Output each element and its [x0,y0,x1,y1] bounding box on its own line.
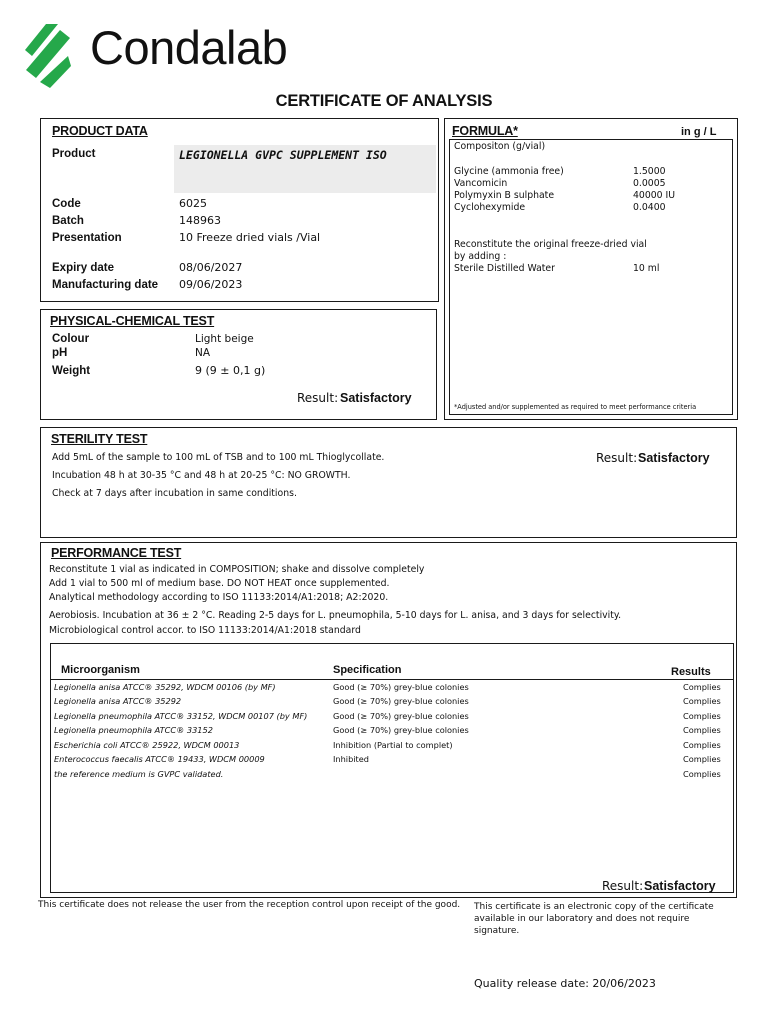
physchem-section [40,309,437,420]
row-result: Complies [683,696,721,706]
ph-value: NA [195,347,211,359]
sterility-section [40,427,737,538]
weight-value: 9 (9 ± 0,1 g) [195,364,266,377]
formula-item-name: Polymyxin B sulphate [454,190,555,201]
presentation-value: 10 Freeze dried vials /Vial [179,231,321,244]
performance-text: Microbiological control accor. to ISO 11133:2014/A1:2018 standard [49,625,361,636]
formula-heading: FORMULA* [452,124,518,138]
formula-item-value: 1.5000 [633,166,666,177]
manufacturing-label: Manufacturing date [52,279,159,291]
row-specification: Good (≥ 70%) grey-blue colonies [333,711,469,721]
sterility-result-value: Satisfactory [638,451,710,465]
row-result: Complies [683,711,721,721]
physchem-result-label: Result: [297,391,339,405]
expiry-value: 08/06/2027 [179,261,243,274]
presentation-label: Presentation [52,232,122,244]
performance-text: Add 1 vial to 500 ml of medium base. DO NOT HEAT once supplemented. [49,578,390,589]
row-result: Complies [683,725,721,735]
formula-item-name: Cyclohexymide [454,202,526,213]
weight-label: Weight [52,365,91,377]
row-microorganism: Enterococcus faecalis ATCC® 19433, WDCM 00009 [54,754,265,764]
sterility-result-label: Result: [596,451,638,465]
physchem-heading: PHYSICAL-CHEMICAL TEST [50,314,215,328]
document-title: CERTIFICATE OF ANALYSIS [275,92,493,110]
row-specification: Good (≥ 70%) grey-blue colonies [333,696,469,706]
product-label: Product [52,148,96,160]
formula-item-value: 0.0400 [633,202,666,213]
row-microorganism: the reference medium is GVPC validated. [54,769,224,779]
performance-heading: PERFORMANCE TEST [51,546,182,560]
performance-text: Aerobiosis. Incubation at 36 ± 2 °C. Reading 2-5 days for L. pneumophila, 5-10 days for L. anisa, and 3 days for selectivity. [49,610,622,621]
formula-unit: in g / L [681,126,717,138]
formula-footnote: *Adjusted and/or supplemented as required to meet performance criteria [454,403,697,411]
electronic-copy-text: available in our laboratory and does not require [474,914,690,924]
water-value: 10 ml [633,263,660,274]
electronic-copy-text: This certificate is an electronic copy of the certificate [474,902,714,912]
row-specification: Inhibited [333,754,369,764]
row-result: Complies [683,740,721,750]
formula-item-value: 40000 IU [633,190,676,201]
batch-value: 148963 [179,214,221,227]
formula-section [444,118,738,420]
batch-label: Batch [52,215,84,227]
col-header-microorganism: Microorganism [61,664,140,676]
performance-result-value: Satisfactory [644,879,716,893]
performance-result-label: Result: [602,879,644,893]
row-microorganism: Legionella pneumophila ATCC® 33152 [54,725,213,735]
formula-item-name: Glycine (ammonia free) [454,166,564,177]
colour-label: Colour [52,333,90,345]
row-result: Complies [683,682,721,692]
expiry-label: Expiry date [52,262,114,274]
performance-text: Reconstitute 1 vial as indicated in COMPOSITION; shake and dissolve completely [49,564,425,575]
reconstitute-text: Reconstitute the original freeze-dried vial [454,239,647,250]
disclaimer-text: This certificate does not release the user from the reception control upon receipt of the good. [38,900,461,910]
product-data-section [40,118,439,302]
code-label: Code [52,198,81,210]
product-name-value: LEGIONELLA GVPC SUPPLEMENT ISO [179,148,387,162]
sterility-text: Add 5mL of the sample to 100 mL of TSB and to 100 mL Thioglycollate. [52,452,385,463]
formula-inner-frame [449,139,733,415]
row-specification: Good (≥ 70%) grey-blue colonies [333,725,469,735]
row-specification: Inhibition (Partial to complet) [333,740,453,750]
composition-label: Compositon (g/vial) [454,141,546,152]
row-microorganism: Escherichia coli ATCC® 25922, WDCM 00013 [54,740,240,750]
code-value: 6025 [179,197,207,210]
formula-item-name: Vancomicin [454,178,508,189]
formula-item-value: 0.0005 [633,178,666,189]
brand-name: Condalab [90,21,288,74]
col-header-results: Results [671,666,711,678]
colour-value: Light beige [195,333,254,345]
performance-text: Analytical methodology according to ISO 11133:2014/A1:2018; A2:2020. [49,592,389,603]
row-microorganism: Legionella pneumophila ATCC® 33152, WDCM 00107 (by MF) [54,711,308,721]
manufacturing-value: 09/06/2023 [179,278,243,291]
sterility-text: Incubation 48 h at 30-35 °C and 48 h at 20-25 °C: NO GROWTH. [52,470,351,481]
condalab-mark-icon [24,22,72,88]
performance-table [50,643,734,893]
performance-section [40,542,737,898]
row-specification: Good (≥ 70%) grey-blue colonies [333,682,469,692]
table-header-rule [51,679,733,680]
reconstitute-text: by adding : [454,251,507,262]
ph-label: pH [52,347,68,359]
sterility-heading: STERILITY TEST [51,432,148,446]
row-result: Complies [683,754,721,764]
electronic-copy-text: signature. [474,926,520,936]
row-microorganism: Legionella anisa ATCC® 35292, WDCM 00106 (by MF) [54,682,276,692]
product-data-heading: PRODUCT DATA [52,124,148,138]
water-name: Sterile Distilled Water [454,263,555,274]
sterility-text: Check at 7 days after incubation in same conditions. [52,488,297,499]
col-header-specification: Specification [333,664,402,676]
quality-release-date: Quality release date: 20/06/2023 [474,977,656,990]
physchem-result-value: Satisfactory [340,391,412,405]
row-result: Complies [683,769,721,779]
row-microorganism: Legionella anisa ATCC® 35292 [54,696,182,706]
brand-logo [24,22,324,88]
